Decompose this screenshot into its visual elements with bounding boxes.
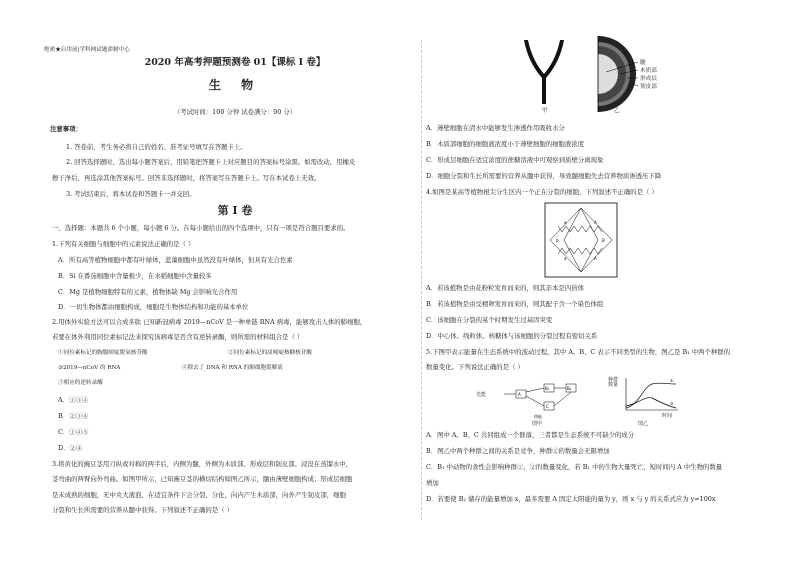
confidential-mark: 绝密★启用前|学科网试题命制中心 (44, 47, 130, 53)
stem-figure (516, 34, 656, 116)
section-intro: 一、选择题：本题共 6 个小题，每小题 6 分。在每小题给出的四个选项中，只有一项是符合题目要求的。 (52, 224, 350, 232)
svg-text:b: b (556, 238, 559, 243)
question-5-option: C．B₁ 中动物的食性会影响种群①、②的数量变化，若 B₁ 中的生物大量死亡，短时间内 A 中生物的数量 (426, 463, 723, 471)
question-4-option: B．若该植物是由受精卵发育而来的，则其配子含一个染色体组 (426, 300, 604, 308)
svg-text:A: A (594, 220, 597, 225)
question-3-option: C．形成层细胞在适宜浓度的蔗糖溶液中可观察到质壁分离现象 (426, 156, 604, 164)
question-5-stem: 数量变化。下列说法正确的是（ ） (426, 363, 524, 371)
energy-flow-diagram (488, 380, 598, 422)
note-line: 3. 考试结束后，将本试卷和答题卡一并交回。 (66, 190, 196, 198)
svg-text:热能: 热能 (534, 414, 542, 419)
question-2-stem: 2.用体外实验方法可以合成多肽 已知新冠病毒 2019—nCoV 是一种单链 RNA 病毒，能够攻击人体的肺细胞， (52, 318, 367, 326)
question-2-item: ③2019—nCoV 的 RNA (58, 365, 121, 371)
question-2-item: ⑤相应的逆转录酶 (58, 380, 103, 386)
svg-text:C: C (546, 404, 549, 409)
figure-jia-caption: 图甲 (532, 421, 543, 427)
population-x-label: 时间 (662, 413, 673, 419)
population-curve-1 (626, 383, 676, 408)
question-3-stem: 3.将黄化的豌豆茎用刀纵或对称的两半后，内侧为髓，外侧为木质部、形成层和韧皮部。浸没在蒸馏水中， (52, 460, 353, 468)
svg-text:A: A (594, 256, 597, 261)
svg-text:①: ① (670, 378, 674, 383)
question-2-stem: 若要在体外利用同位素标记法来探究该病毒是否含有逆转录酶，则所需的材料组合是（ ） (52, 333, 304, 341)
question-3-option: A．薄壁细胞在清水中能够发生渗透作用吸收水分 (426, 124, 565, 132)
figure-label-jia: 甲 (542, 108, 548, 114)
question-5-option: A．图中 A、B、C 共同组成一个群落，三者都是生态系统不可缺少的成分 (426, 431, 635, 439)
column-divider (421, 40, 422, 520)
question-2-item: ①同位素标记的胸腺嘧啶脱氧核苷酸 (58, 350, 148, 356)
svg-text:B: B (602, 238, 605, 243)
question-3-stem: 茎弯曲的两臂向外弯曲。如图甲所示，已知豌豆茎的横切结构如图乙所示，髓由薄壁细胞构成；形成层细胞 (52, 475, 353, 483)
question-1-stem: 1.下列有关细胞与细胞中的元素说法正确的是（ ） (52, 240, 195, 248)
part-title: 第 I 卷 (217, 204, 253, 217)
question-1-option: C．Mg 是植物细胞特有的元素，植物体缺 Mg 会影响光合作用 (58, 288, 238, 296)
population-y-label: 种群数量 (608, 377, 619, 388)
subject-title: 生 物 (208, 78, 262, 92)
question-2-option: B．②③④ (58, 412, 89, 420)
question-3-stem: 是未成熟的细胞，无中央大液泡，在适宜条件下会分裂、分化，向内产生木质部，向外产生韧皮部，细胞 (52, 491, 346, 499)
question-4-option: D．中心体、线粒体、核糖体与该细胞的分裂过程有密切关系 (426, 332, 598, 340)
svg-text:B₂: B₂ (567, 386, 572, 391)
layer-label: 髓 (640, 60, 646, 66)
svg-text:②: ② (670, 401, 674, 406)
question-3-option: D．细胞分裂和生长所需要的营养从髓中获得，导致髓细胞失去营养物质渗透压下降 (426, 172, 662, 180)
question-2-option: A．①③④ (58, 396, 89, 404)
layer-label: 韧皮部 (640, 84, 657, 90)
svg-text:a: a (564, 256, 567, 261)
figure-yi-caption: 图乙 (638, 421, 649, 427)
exam-info: （考试时间：100 分钟 试卷满分：90 分） (173, 108, 297, 116)
question-5-option: 增加 (426, 479, 439, 487)
exam-title: 2020 年高考押题预测卷 01【课标 I 卷】 (144, 57, 326, 68)
question-3-option: B．木质部细胞的细胞液浓度小于薄壁细胞的细胞液浓度 (426, 140, 585, 148)
light-energy-label: 光能 (476, 392, 487, 398)
svg-text:a: a (564, 220, 567, 225)
note-line: 1. 答卷前，考生务必将自己的姓名、准考证号填写在答题卡上。 (66, 143, 247, 151)
question-1-option: A．所有高等植物细胞中都有叶绿体，蓝藻细胞中虽然没有叶绿体，但具有光合色素 (58, 256, 293, 264)
cell-division-figure (544, 202, 618, 278)
note-line: 擦干净后，再选涂其他答案标号。回答非选择题时，将答案写在答题卡上。写在本试卷上无效。 (52, 174, 321, 182)
question-2-option: C．①④⑤ (58, 428, 89, 436)
population-curve-chart (618, 376, 682, 416)
question-1-option: D．一切生物体都由细胞构成，细胞是生物体结构和功能的基本单位 (58, 303, 249, 311)
stem-cross-section (598, 36, 638, 112)
note-line: 2. 回答选择题时，选出每小题答案后，用铅笔把答题卡上对应题目的答案标号涂黑。如需改动，用橡皮 (66, 158, 356, 166)
question-5-stem: 5.下图甲表示能量在生态系统中的流动过程，其中 A、B、C 表示不同类型的生物，图乙是 B₁ 中两个种群的 (426, 348, 731, 356)
population-curve-2 (626, 398, 676, 408)
layer-label: 形成层 (640, 76, 657, 82)
question-4-option: A．若该植物是由花粉粒发育而来的，则其亲本是四倍体 (426, 284, 584, 292)
question-2-item: ④除去了 DNA 和 RNA 的肺细胞裂解液 (182, 365, 283, 371)
split-stem-diagram (524, 40, 564, 104)
svg-text:B₁: B₁ (545, 386, 550, 391)
question-4-stem: 4.如图是某高等植物根尖分生区内一个正在分裂的细胞，下列叙述不正确的是（ ） (426, 188, 658, 196)
question-5-option: D．若要使 B₂ 储存的能量增加 x，最多需要 A 固定太阳能的量为 y，则 x 与 y 的关系式应为 y=100x (426, 495, 716, 503)
question-3-stem: 分裂和生长所需要的营养从髓中获得。下列叙述不正确的是（ ） (52, 506, 233, 514)
notes-header: 注意事项： (50, 125, 82, 133)
figure-label-yi: 乙 (614, 108, 620, 114)
question-5-option: B．图乙中两个种群之间的关系是竞争，种群②的数量会无限增加 (426, 447, 610, 455)
layer-label: 木质部 (640, 68, 657, 74)
question-1-option: B．Si 在番茄细胞中含量极少，在水稻细胞中含量较多 (58, 272, 212, 280)
svg-text:A: A (518, 392, 521, 397)
question-4-option: C．该细胞在分裂的某个时期发生过基因突变 (426, 316, 553, 324)
question-2-item: ②同位素标记的尿嘧啶核糖核苷酸 (228, 350, 312, 356)
question-2-option: D．②④ (58, 444, 83, 452)
